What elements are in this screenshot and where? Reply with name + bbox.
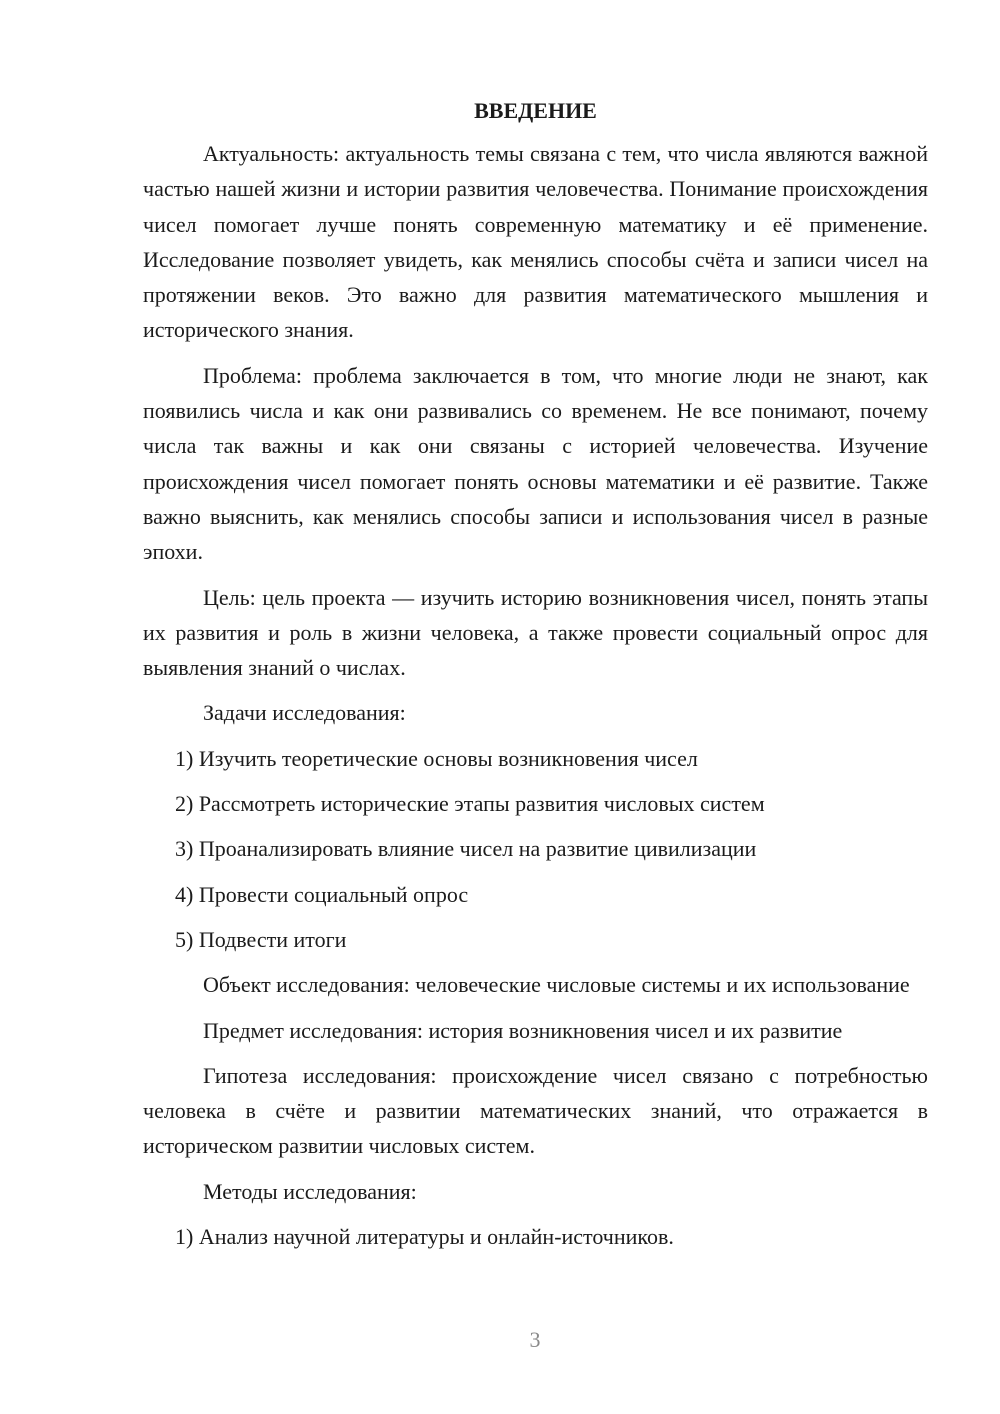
page-content [143, 96, 928, 1264]
object-paragraph: Объект исследования: человеческие числовые системы и их использование [203, 972, 910, 998]
methods-heading: Методы исследования: [203, 1178, 417, 1204]
task-item: 3) Проанализировать влияние чисел на развитие цивилизации [175, 836, 757, 862]
relevance-paragraph: Актуальность: актуальность темы связана с тем, что числа являются важной частью нашей жизни и истории развития человечества. Понимание происхождения чисел помогает лучше понять современную математику и её применение. Исследование позволяет увидеть, как менялись способы счёта и записи чисел на протяжении веков. Это важно для развития математического мышления и исторического знания. [143, 141, 928, 343]
problem-paragraph: Проблема: проблема заключается в том, что многие люди не знают, как появились числа и как они развивались со временем. Не все понимают, почему числа так важны и как они связаны с историей человечества. Изучение происхождения чисел помогает понять основы математики и её развитие. Также важно выяснить, как менялись способы записи и использования чисел в разные эпохи. [143, 362, 928, 565]
task-item: 4) Провести социальный опрос [175, 881, 469, 907]
task-item: 1) Изучить теоретические основы возникновения чисел [175, 745, 698, 771]
subject-paragraph: Предмет исследования: история возникновения чисел и их развитие [203, 1017, 843, 1043]
task-item: 5) Подвести итоги [175, 926, 347, 952]
task-item: 2) Рассмотреть исторические этапы развития числовых систем [175, 791, 765, 817]
hypothesis-paragraph: Гипотеза исследования: происхождение чисел связано с потребностью человека в счёте и развитии математических знаний, что отражается в историческом развитии числовых систем. [143, 1062, 928, 1159]
methods-list [143, 1219, 928, 1254]
goal-paragraph: Цель: цель проекта — изучить историю возникновения чисел, понять этапы их развития и роль в жизни человека, а также провести социальный опрос для выявления знаний о числах. [143, 584, 928, 681]
tasks-list [143, 741, 928, 957]
section-title: ВВЕДЕНИЕ [474, 98, 597, 123]
page-number: 3 [529, 1327, 541, 1352]
method-item: 1) Анализ научной литературы и онлайн-источников. [175, 1224, 674, 1250]
tasks-heading: Задачи исследования: [203, 700, 406, 726]
